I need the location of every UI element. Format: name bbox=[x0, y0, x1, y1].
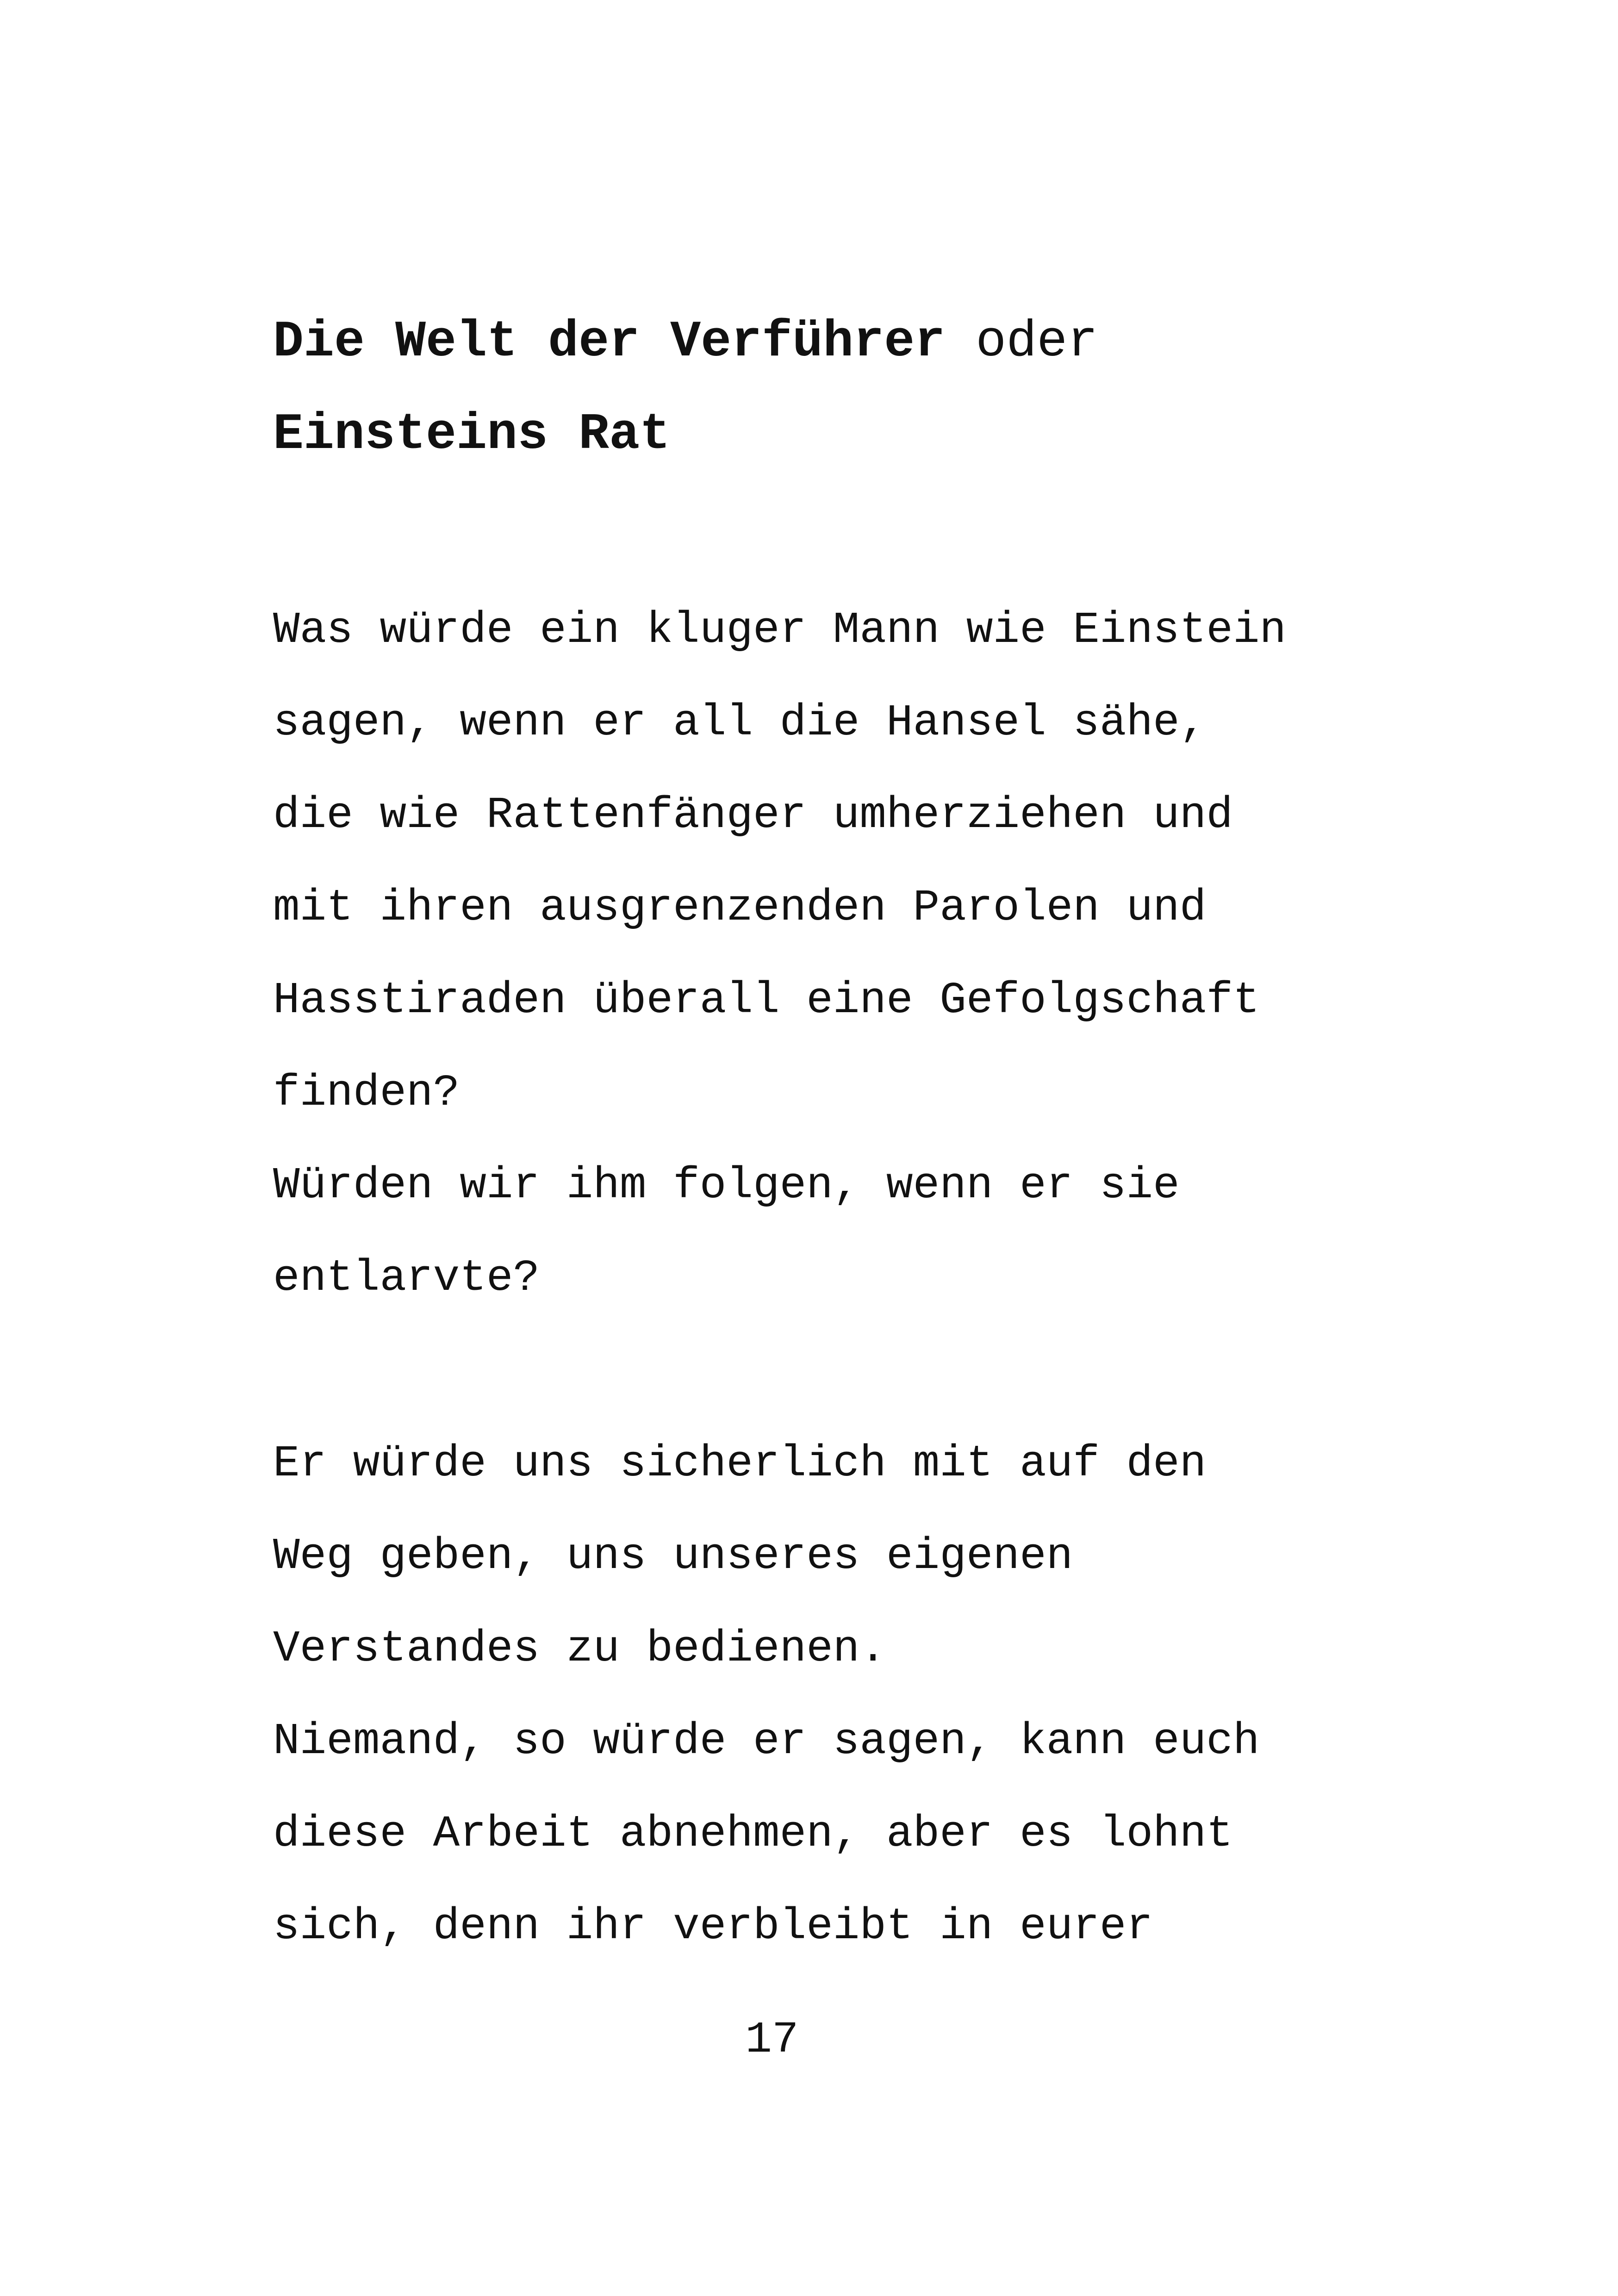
text-line: Er würde uns sicherlich mit auf den bbox=[273, 1438, 1207, 1489]
text-line: Würden wir ihm folgen, wenn er sie bbox=[273, 1160, 1180, 1211]
text-line: Niemand, so würde er sagen, kann euch bbox=[273, 1716, 1260, 1767]
title-line-1 bbox=[273, 296, 1098, 389]
text-line: mit ihren ausgrenzenden Parolen und bbox=[273, 883, 1207, 933]
text-line: finden? bbox=[273, 1068, 460, 1118]
text-line: entlarvte? bbox=[273, 1253, 540, 1303]
text-line: die wie Rattenfänger umherziehen und bbox=[273, 790, 1233, 840]
title-subtitle: Einsteins Rat bbox=[273, 406, 671, 464]
text-line: Weg geben, uns unseres eigenen bbox=[273, 1531, 1073, 1581]
page-number: 17 bbox=[745, 2015, 799, 2065]
text-line: sagen, wenn er all die Hansel sähe, bbox=[273, 697, 1207, 748]
chapter-title bbox=[273, 296, 1098, 481]
text-line: Was würde ein kluger Mann wie Einstein bbox=[273, 605, 1287, 655]
text-line: Hasstiraden überall eine Gefolgschaft bbox=[273, 975, 1260, 1026]
title-main: Die Welt der Verführer bbox=[273, 313, 946, 371]
paragraph-2 bbox=[273, 1418, 1523, 1973]
text-line: Verstandes zu bedienen. bbox=[273, 1624, 887, 1674]
text-line: diese Arbeit abnehmen, aber es lohnt bbox=[273, 1809, 1233, 1859]
text-line: sich, denn ihr verbleibt in eurer bbox=[273, 1901, 1153, 1952]
paragraph-1 bbox=[273, 584, 1523, 1325]
title-connector: oder bbox=[945, 313, 1098, 371]
